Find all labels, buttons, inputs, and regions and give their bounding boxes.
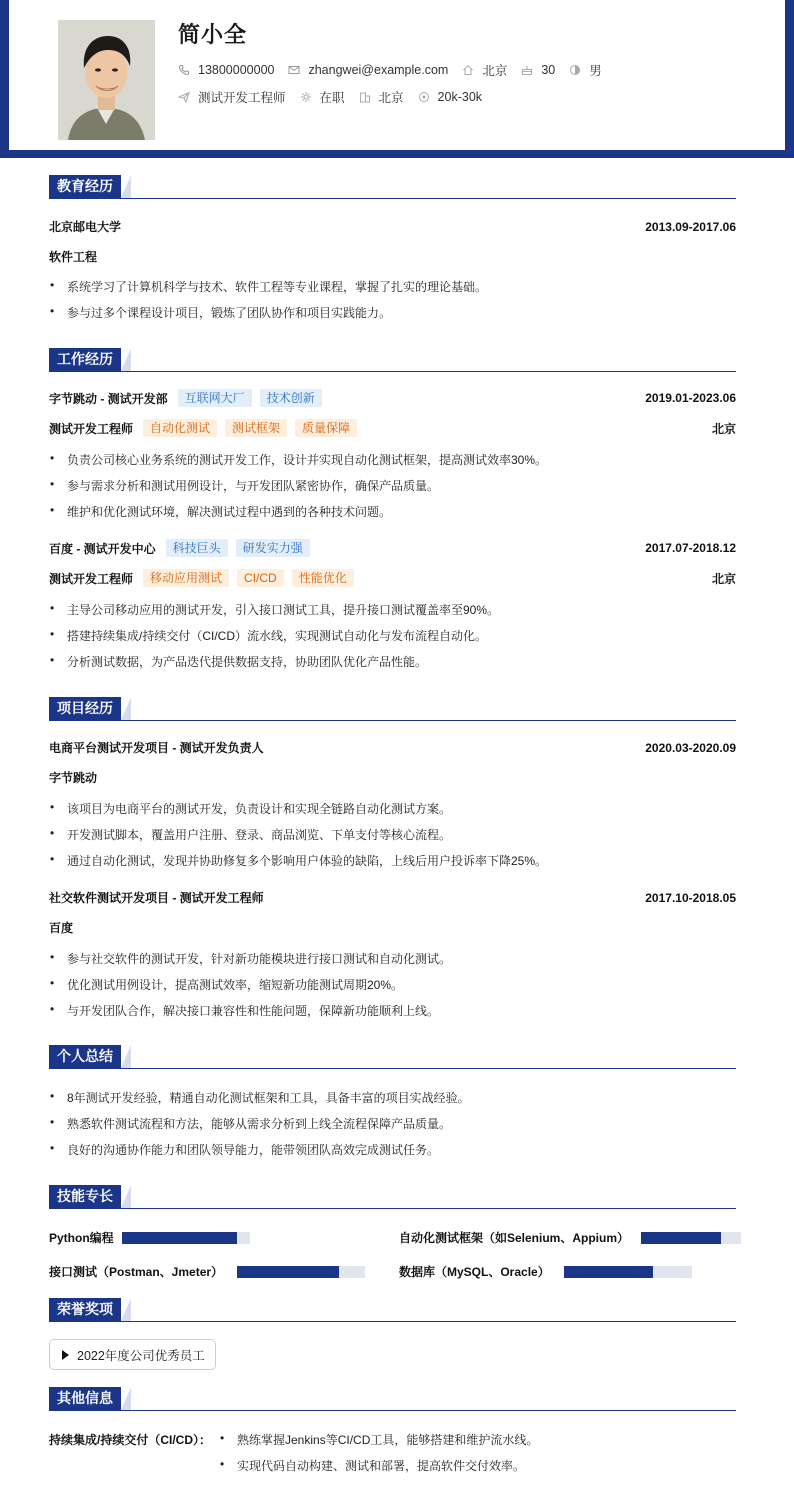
- home-icon: [462, 64, 474, 76]
- school-name: 北京邮电大学: [49, 220, 122, 234]
- honor-text: 2022年度公司优秀员工: [77, 1348, 205, 1363]
- list-item: • 优化测试用例设计，提高测试效率，缩短新功能测试周期20%。: [49, 976, 403, 993]
- email-item: [288, 63, 448, 77]
- job-city: 北京: [711, 571, 736, 586]
- coin-icon: [418, 91, 430, 103]
- candidate-name: 简小全: [178, 22, 248, 47]
- project-company: 百度: [49, 921, 74, 935]
- project-company: 字节跳动: [49, 771, 98, 785]
- list-item: • 系统学习了计算机科学与技术、软件工程等专业课程，掌握了扎实的理论基础。: [49, 278, 487, 295]
- list-item: • 主导公司移动应用的测试开发，引入接口测试工具，提升接口测试覆盖率至90%。: [49, 601, 499, 618]
- gear-icon: [300, 91, 312, 103]
- skill-item: [399, 1229, 741, 1246]
- list-item: • 实现代码自动构建、测试和部署，提高软件交付效率。: [219, 1457, 525, 1474]
- section-header: [49, 1185, 736, 1209]
- role-name: 测试开发工程师: [49, 571, 134, 586]
- section-title-tail: [121, 1387, 131, 1410]
- section-title: 荣誉奖项: [49, 1298, 121, 1321]
- age-item: [521, 63, 555, 77]
- list-item: • 参与过多个课程设计项目，锻炼了团队协作和项目实践能力。: [49, 304, 391, 321]
- list-item: • 该项目为电商平台的测试开发，负责设计和实现全链路自动化测试方案。: [49, 800, 451, 817]
- section-header: [49, 1045, 736, 1069]
- contact-row: [178, 61, 616, 79]
- summary-section: [49, 1045, 736, 1160]
- section-title: 项目经历: [49, 697, 121, 720]
- company-tag: 技术创新: [260, 389, 322, 407]
- project-title-row: [49, 739, 736, 756]
- project-company-row: [49, 769, 736, 786]
- list-item: • 熟悉软件测试流程和方法，能够从需求分析到上线全流程保障产品质量。: [49, 1115, 451, 1132]
- job-role-row: [49, 569, 736, 587]
- job-city: 北京: [711, 421, 736, 436]
- list-item: • 分析测试数据，为产品迭代提供数据支持，协助团队优化产品性能。: [49, 653, 427, 670]
- other-label: 持续集成/持续交付（CI/CD）：: [49, 1433, 212, 1447]
- list-item: • 参与需求分析和测试用例设计，与开发团队紧密协作，确保产品质量。: [49, 477, 439, 494]
- skill-level-fill: [237, 1266, 339, 1278]
- target-city-item: [359, 88, 404, 106]
- section-title: 教育经历: [49, 175, 121, 198]
- list-item: • 与开发团队合作，解决接口兼容性和性能问题，保障新功能顺利上线。: [49, 1002, 439, 1019]
- section-header: [49, 348, 736, 372]
- company-tag: 互联网大厂: [178, 389, 252, 407]
- section-title-tail: [121, 1185, 131, 1208]
- skill-tag: 测试框架: [225, 419, 287, 437]
- projects-section: [49, 697, 736, 1022]
- section-title-tail: [121, 1298, 131, 1321]
- skill-item: [49, 1263, 365, 1280]
- section-title-tail: [121, 175, 131, 198]
- list-item: • 维护和优化测试环境，解决测试过程中遇到的各种技术问题。: [49, 503, 391, 520]
- company-tag: 科技巨头: [166, 539, 228, 557]
- list-item: • 熟练掌握Jenkins等CI/CD工具，能够搭建和维护流水线。: [219, 1431, 538, 1448]
- major-row: [49, 248, 736, 265]
- section-title-tail: [121, 348, 131, 371]
- list-item: • 负责公司核心业务系统的测试开发工作，设计并实现自动化测试框架，提高测试效率30%。: [49, 451, 547, 468]
- skill-item: [399, 1263, 692, 1280]
- target-city-text: 北京: [378, 91, 404, 105]
- project-name: 社交软件测试开发项目 - 测试开发工程师: [49, 891, 264, 905]
- role-name: 测试开发工程师: [49, 421, 134, 436]
- project-company-row: [49, 919, 736, 936]
- skill-level-bar: [641, 1232, 741, 1244]
- hometown-text: 北京: [482, 64, 508, 78]
- phone-icon: [178, 64, 190, 76]
- section-title-tail: [121, 1045, 131, 1068]
- section-title: 工作经历: [49, 348, 121, 371]
- section-header: [49, 1387, 736, 1411]
- job-role-row: [49, 419, 736, 437]
- skill-level-fill: [122, 1232, 237, 1244]
- skill-name: Python编程: [49, 1231, 114, 1245]
- company-name: 百度 - 测试开发中心: [49, 541, 156, 556]
- job-period: 2019.01-2023.06: [645, 391, 736, 405]
- company-name: 字节跳动 - 测试开发部: [49, 391, 168, 406]
- education-section: [49, 175, 736, 325]
- list-item: • 开发测试脚本，覆盖用户注册、登录、商品浏览、下单支付等核心流程。: [49, 826, 451, 843]
- cake-icon: [521, 64, 533, 76]
- list-item: • 通过自动化测试，发现并协助修复多个影响用户体验的缺陷，上线后用户投诉率下降25%。: [49, 852, 547, 869]
- section-header: [49, 697, 736, 721]
- honors-section: [49, 1298, 736, 1373]
- job-intent-row: [178, 88, 496, 106]
- avatar-photo: [58, 20, 155, 140]
- skill-level-bar: [122, 1232, 250, 1244]
- company-tag: 研发实力强: [236, 539, 310, 557]
- skill-tag: 移动应用测试: [143, 569, 229, 587]
- project-period: 2017.10-2018.05: [645, 890, 736, 905]
- gender-item: [569, 61, 602, 79]
- list-item: • 8年测试开发经验，精通自动化测试框架和工具，具备丰富的项目实战经验。: [49, 1089, 470, 1106]
- project-period: 2020.03-2020.09: [645, 740, 736, 755]
- list-item: • 良好的沟通协作能力和团队领导能力，能带领团队高效完成测试任务。: [49, 1141, 439, 1158]
- phone-text: 13800000000: [198, 63, 275, 77]
- target-job-item: [178, 88, 286, 106]
- section-header: [49, 1298, 736, 1322]
- list-item: • 参与社交软件的测试开发，针对新功能模块进行接口测试和自动化测试。: [49, 950, 451, 967]
- job-company-row: [49, 539, 736, 557]
- phone-item: [178, 63, 274, 77]
- skill-name: 自动化测试框架（如Selenium、Appium）: [399, 1231, 630, 1245]
- other-section: [49, 1387, 736, 1477]
- gender-icon: [569, 64, 581, 76]
- status-text: 在职: [319, 91, 345, 105]
- salary-item: [418, 90, 482, 104]
- section-title: 个人总结: [49, 1045, 121, 1068]
- section-title: 其他信息: [49, 1387, 121, 1410]
- job-period: 2017.07-2018.12: [645, 541, 736, 555]
- skill-level-bar: [564, 1266, 692, 1278]
- education-period: 2013.09-2017.06: [645, 219, 736, 234]
- education-row: [49, 218, 736, 235]
- job-company-row: [49, 389, 736, 407]
- gender-text: 男: [589, 64, 602, 78]
- skill-level-fill: [641, 1232, 721, 1244]
- skill-tag: 自动化测试: [143, 419, 217, 437]
- age-text: 30: [541, 63, 556, 77]
- skill-name: 接口测试（Postman、Jmeter）: [49, 1265, 224, 1279]
- section-title: 技能专长: [49, 1185, 121, 1208]
- section-header: [49, 175, 736, 199]
- work-section: [49, 348, 736, 678]
- triangle-bullet-icon: [62, 1350, 69, 1360]
- send-icon: [178, 91, 190, 103]
- hometown-item: [462, 61, 507, 79]
- building-icon: [359, 91, 371, 103]
- skill-level-fill: [564, 1266, 654, 1278]
- salary-text: 20k-30k: [437, 90, 483, 104]
- list-item: • 搭建持续集成/持续交付（CI/CD）流水线，实现测试自动化与发布流程自动化。: [49, 627, 487, 644]
- skills-section: [49, 1185, 736, 1280]
- skill-name: 数据库（MySQL、Oracle）: [399, 1265, 550, 1279]
- major-name: 软件工程: [49, 250, 98, 264]
- header-divider-bar: [0, 150, 794, 158]
- skill-tag: CI/CD: [237, 569, 284, 587]
- project-title-row: [49, 889, 736, 906]
- skill-tag: 性能优化: [292, 569, 354, 587]
- skill-level-bar: [237, 1266, 365, 1278]
- skill-tag: 质量保障: [295, 419, 357, 437]
- email-text: zhangwei@example.com: [308, 63, 449, 77]
- project-name: 电商平台测试开发项目 - 测试开发负责人: [49, 741, 264, 755]
- status-item: [300, 88, 345, 106]
- mail-icon: [288, 64, 300, 76]
- section-title-tail: [121, 697, 131, 720]
- skill-item: [49, 1229, 250, 1246]
- honor-item: [49, 1339, 216, 1370]
- target-job-text: 测试开发工程师: [198, 91, 286, 105]
